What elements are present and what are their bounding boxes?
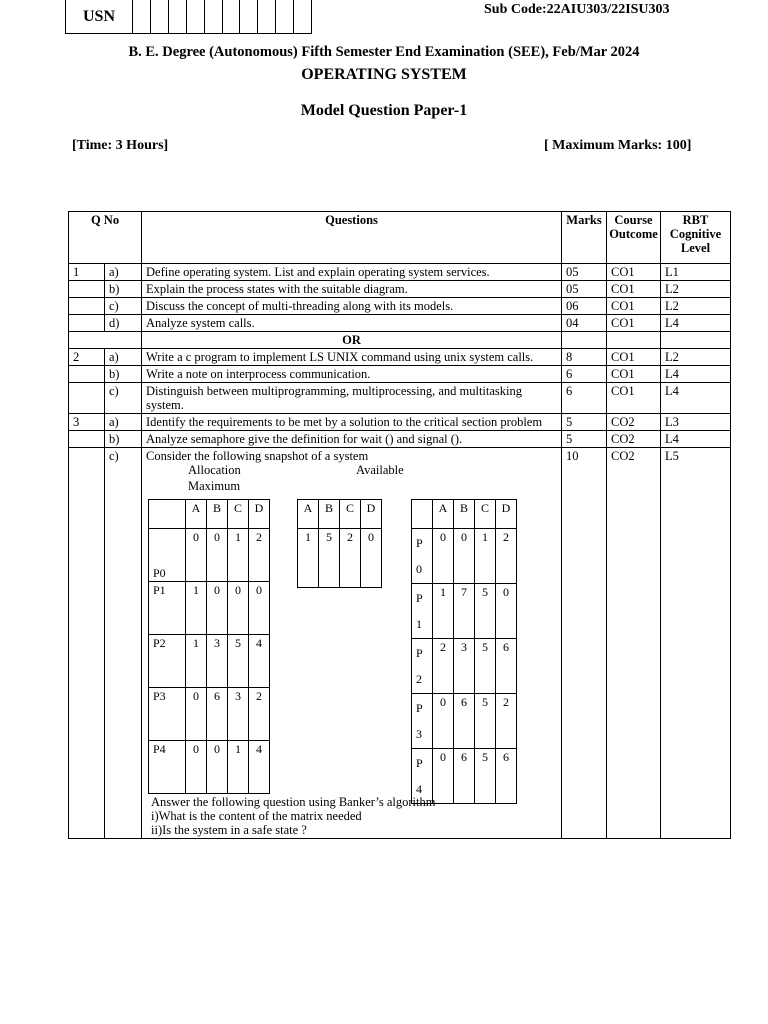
usn-box: [65, 0, 312, 34]
maximum-table: [411, 499, 517, 804]
max-value: 2: [496, 694, 517, 749]
header-course-outcome: Course Outcome: [607, 212, 661, 264]
q-sub: c): [105, 448, 142, 839]
col-label: C: [228, 500, 249, 529]
q-rbt: L4: [661, 315, 731, 332]
q-sub: b): [105, 431, 142, 448]
available-value: 0: [361, 529, 382, 588]
q-marks: 5: [562, 414, 607, 431]
col-label: A: [186, 500, 207, 529]
alloc-value: 4: [249, 741, 270, 794]
process-label: [412, 529, 433, 584]
usn-cell[interactable]: [240, 0, 258, 33]
alloc-value: 0: [207, 582, 228, 635]
q-marks: 8: [562, 349, 607, 366]
usn-cell[interactable]: [187, 0, 205, 33]
max-value: 5: [475, 749, 496, 804]
q-text: Analyze semaphore give the definition for wait () and signal ().: [142, 431, 562, 448]
degree-title: B. E. Degree (Autonomous) Fifth Semester End Examination (SEE), Feb/Mar 2024: [128, 44, 640, 60]
max-marks-label: [ Maximum Marks: 100]: [544, 138, 692, 153]
q-text: Identify the requirements to be met by a solution to the critical section problem: [142, 414, 562, 431]
q-rbt: L2: [661, 349, 731, 366]
q-marks: 5: [562, 431, 607, 448]
col-label: C: [475, 500, 496, 529]
q-co: CO1: [607, 264, 661, 281]
q-number: 1: [69, 264, 105, 281]
table-row: [69, 349, 731, 366]
alloc-value: 5: [228, 635, 249, 688]
usn-cell[interactable]: [258, 0, 276, 33]
q-marks: 10: [562, 448, 607, 839]
q-text: Distinguish between multiprogramming, multiprocessing, and multitasking system.: [142, 383, 562, 414]
process-label: P3: [149, 688, 186, 741]
q-marks: 6: [562, 383, 607, 414]
alloc-value: 1: [228, 741, 249, 794]
col-label: B: [207, 500, 228, 529]
alloc-value: 0: [249, 582, 270, 635]
process-label: P0: [149, 529, 186, 582]
allocation-table: [148, 499, 270, 794]
process-letter: P: [416, 646, 423, 660]
max-value: 6: [454, 694, 475, 749]
alloc-value: 4: [249, 635, 270, 688]
or-empty-cell: [562, 332, 607, 349]
col-label: B: [319, 500, 340, 529]
q-sub: b): [105, 281, 142, 298]
available-label: Available: [356, 463, 404, 477]
q-co: CO1: [607, 315, 661, 332]
col-label: B: [454, 500, 475, 529]
process-label: [412, 584, 433, 639]
or-label: OR: [142, 332, 562, 349]
max-value: 1: [475, 529, 496, 584]
max-value: 6: [496, 639, 517, 694]
table-row: [69, 281, 731, 298]
alloc-value: 1: [228, 529, 249, 582]
process-index: 2: [416, 672, 422, 686]
header-rbt: RBT Cognitive Level: [661, 212, 731, 264]
process-index: 0: [416, 562, 422, 576]
header-marks: Marks: [562, 212, 607, 264]
question-table: [68, 211, 731, 839]
process-label: [412, 694, 433, 749]
table-header-row: [69, 212, 731, 264]
alloc-value: 0: [186, 688, 207, 741]
col-label: D: [361, 500, 382, 529]
process-label: P2: [149, 635, 186, 688]
usn-cell[interactable]: [169, 0, 187, 33]
col-label: D: [496, 500, 517, 529]
table-row: [69, 366, 731, 383]
table-row: [69, 383, 731, 414]
allocation-label: Allocation: [188, 463, 241, 477]
q-number: [69, 366, 105, 383]
max-value: 0: [433, 694, 454, 749]
usn-label: USN: [66, 0, 133, 33]
q-sub: c): [105, 298, 142, 315]
q-sub: a): [105, 264, 142, 281]
process-index: 4: [416, 782, 422, 796]
alloc-value: 3: [228, 688, 249, 741]
alloc-value: 3: [207, 635, 228, 688]
q-number: 2: [69, 349, 105, 366]
process-label: P1: [149, 582, 186, 635]
q-rbt: L4: [661, 383, 731, 414]
q-rbt: L4: [661, 431, 731, 448]
q-rbt: L3: [661, 414, 731, 431]
usn-cell[interactable]: [205, 0, 223, 33]
q-rbt: L2: [661, 281, 731, 298]
corner-cell: [412, 500, 433, 529]
table-row: [69, 264, 731, 281]
usn-cell[interactable]: [276, 0, 294, 33]
banker-intro: Answer the following question using Banker’s algorithm: [151, 795, 436, 809]
q-marks: 06: [562, 298, 607, 315]
usn-cell[interactable]: [223, 0, 241, 33]
q-number: [69, 315, 105, 332]
q-rbt: L5: [661, 448, 731, 839]
q-co: CO1: [607, 281, 661, 298]
process-index: 3: [416, 727, 422, 741]
max-value: 5: [475, 639, 496, 694]
max-value: 2: [496, 529, 517, 584]
table-row: [69, 414, 731, 431]
q-sub: d): [105, 315, 142, 332]
available-table: [297, 499, 382, 588]
alloc-value: 2: [249, 529, 270, 582]
q-number: [69, 298, 105, 315]
q-co: CO1: [607, 366, 661, 383]
process-letter: P: [416, 701, 423, 715]
max-value: 0: [454, 529, 475, 584]
usn-cell[interactable]: [294, 0, 311, 33]
q-sub: b): [105, 366, 142, 383]
max-value: 0: [496, 584, 517, 639]
snapshot-labels: [146, 463, 557, 493]
col-label: D: [249, 500, 270, 529]
process-label: P4: [149, 741, 186, 794]
alloc-value: 1: [186, 582, 207, 635]
max-value: 6: [496, 749, 517, 804]
header-qno: Q No: [69, 212, 142, 264]
max-value: 5: [475, 694, 496, 749]
alloc-value: 6: [207, 688, 228, 741]
max-value: 2: [433, 639, 454, 694]
paper-title: Model Question Paper-1: [300, 102, 468, 119]
max-value: 1: [433, 584, 454, 639]
table-row: [69, 448, 731, 839]
q-sub: a): [105, 349, 142, 366]
process-letter: P: [416, 756, 423, 770]
q-co: CO2: [607, 431, 661, 448]
q-number: [69, 281, 105, 298]
q-marks: 05: [562, 264, 607, 281]
corner-cell: [149, 500, 186, 529]
q-co: CO1: [607, 298, 661, 315]
q-co: CO2: [607, 414, 661, 431]
subject-title: OPERATING SYSTEM: [301, 66, 467, 83]
process-letter: P: [416, 536, 423, 550]
q-number: [69, 431, 105, 448]
q-text: Discuss the concept of multi-threading along with its models.: [142, 298, 562, 315]
process-letter: P: [416, 591, 423, 605]
available-value: 1: [298, 529, 319, 588]
q-rbt: L4: [661, 366, 731, 383]
q-co: CO1: [607, 349, 661, 366]
usn-cell[interactable]: [133, 0, 151, 33]
table-row: [69, 298, 731, 315]
banker-q2: ii)Is the system in a safe state ?: [151, 823, 307, 837]
maximum-label: Maximum: [188, 479, 241, 493]
q-number: [69, 383, 105, 414]
q-text: Explain the process states with the suitable diagram.: [142, 281, 562, 298]
header-questions: Questions: [142, 212, 562, 264]
alloc-value: 0: [207, 741, 228, 794]
q-rbt: L2: [661, 298, 731, 315]
alloc-value: 0: [207, 529, 228, 582]
q-text: Write a c program to implement LS UNIX command using unix system calls.: [142, 349, 562, 366]
q-number: 3: [69, 414, 105, 431]
max-value: 5: [475, 584, 496, 639]
q-text: Write a note on interprocess communication.: [142, 366, 562, 383]
or-empty-cell: [69, 332, 142, 349]
time-label: [Time: 3 Hours]: [72, 138, 169, 153]
q-marks: 6: [562, 366, 607, 383]
max-value: 7: [454, 584, 475, 639]
or-empty-cell: [661, 332, 731, 349]
alloc-value: 0: [186, 741, 207, 794]
q-text: Analyze system calls.: [142, 315, 562, 332]
table-row: [69, 315, 731, 332]
table-row: [69, 431, 731, 448]
alloc-value: 0: [186, 529, 207, 582]
or-empty-cell: [607, 332, 661, 349]
max-value: 6: [454, 749, 475, 804]
max-value: 0: [433, 529, 454, 584]
alloc-value: 1: [186, 635, 207, 688]
q-sub: c): [105, 383, 142, 414]
q-text-snapshot: [142, 448, 562, 839]
available-value: 2: [340, 529, 361, 588]
col-label: A: [298, 500, 319, 529]
max-value: 0: [433, 749, 454, 804]
or-row: [69, 332, 731, 349]
col-label: C: [340, 500, 361, 529]
sub-code: Sub Code:22AIU303/22ISU303: [484, 2, 670, 17]
q-sub: a): [105, 414, 142, 431]
q-marks: 05: [562, 281, 607, 298]
col-label: A: [433, 500, 454, 529]
max-value: 3: [454, 639, 475, 694]
q-text: Define operating system. List and explain operating system services.: [142, 264, 562, 281]
q-number: [69, 448, 105, 839]
alloc-value: 2: [249, 688, 270, 741]
q-co: CO2: [607, 448, 661, 839]
q-marks: 04: [562, 315, 607, 332]
process-label: [412, 639, 433, 694]
q-co: CO1: [607, 383, 661, 414]
usn-cell[interactable]: [151, 0, 169, 33]
banker-q1: i)What is the content of the matrix needed: [151, 809, 362, 823]
alloc-value: 0: [228, 582, 249, 635]
q-text: Consider the following snapshot of a system: [146, 449, 369, 463]
q-rbt: L1: [661, 264, 731, 281]
snapshot-area: [146, 499, 557, 795]
process-index: 1: [416, 617, 422, 631]
available-value: 5: [319, 529, 340, 588]
process-label: [412, 749, 433, 804]
